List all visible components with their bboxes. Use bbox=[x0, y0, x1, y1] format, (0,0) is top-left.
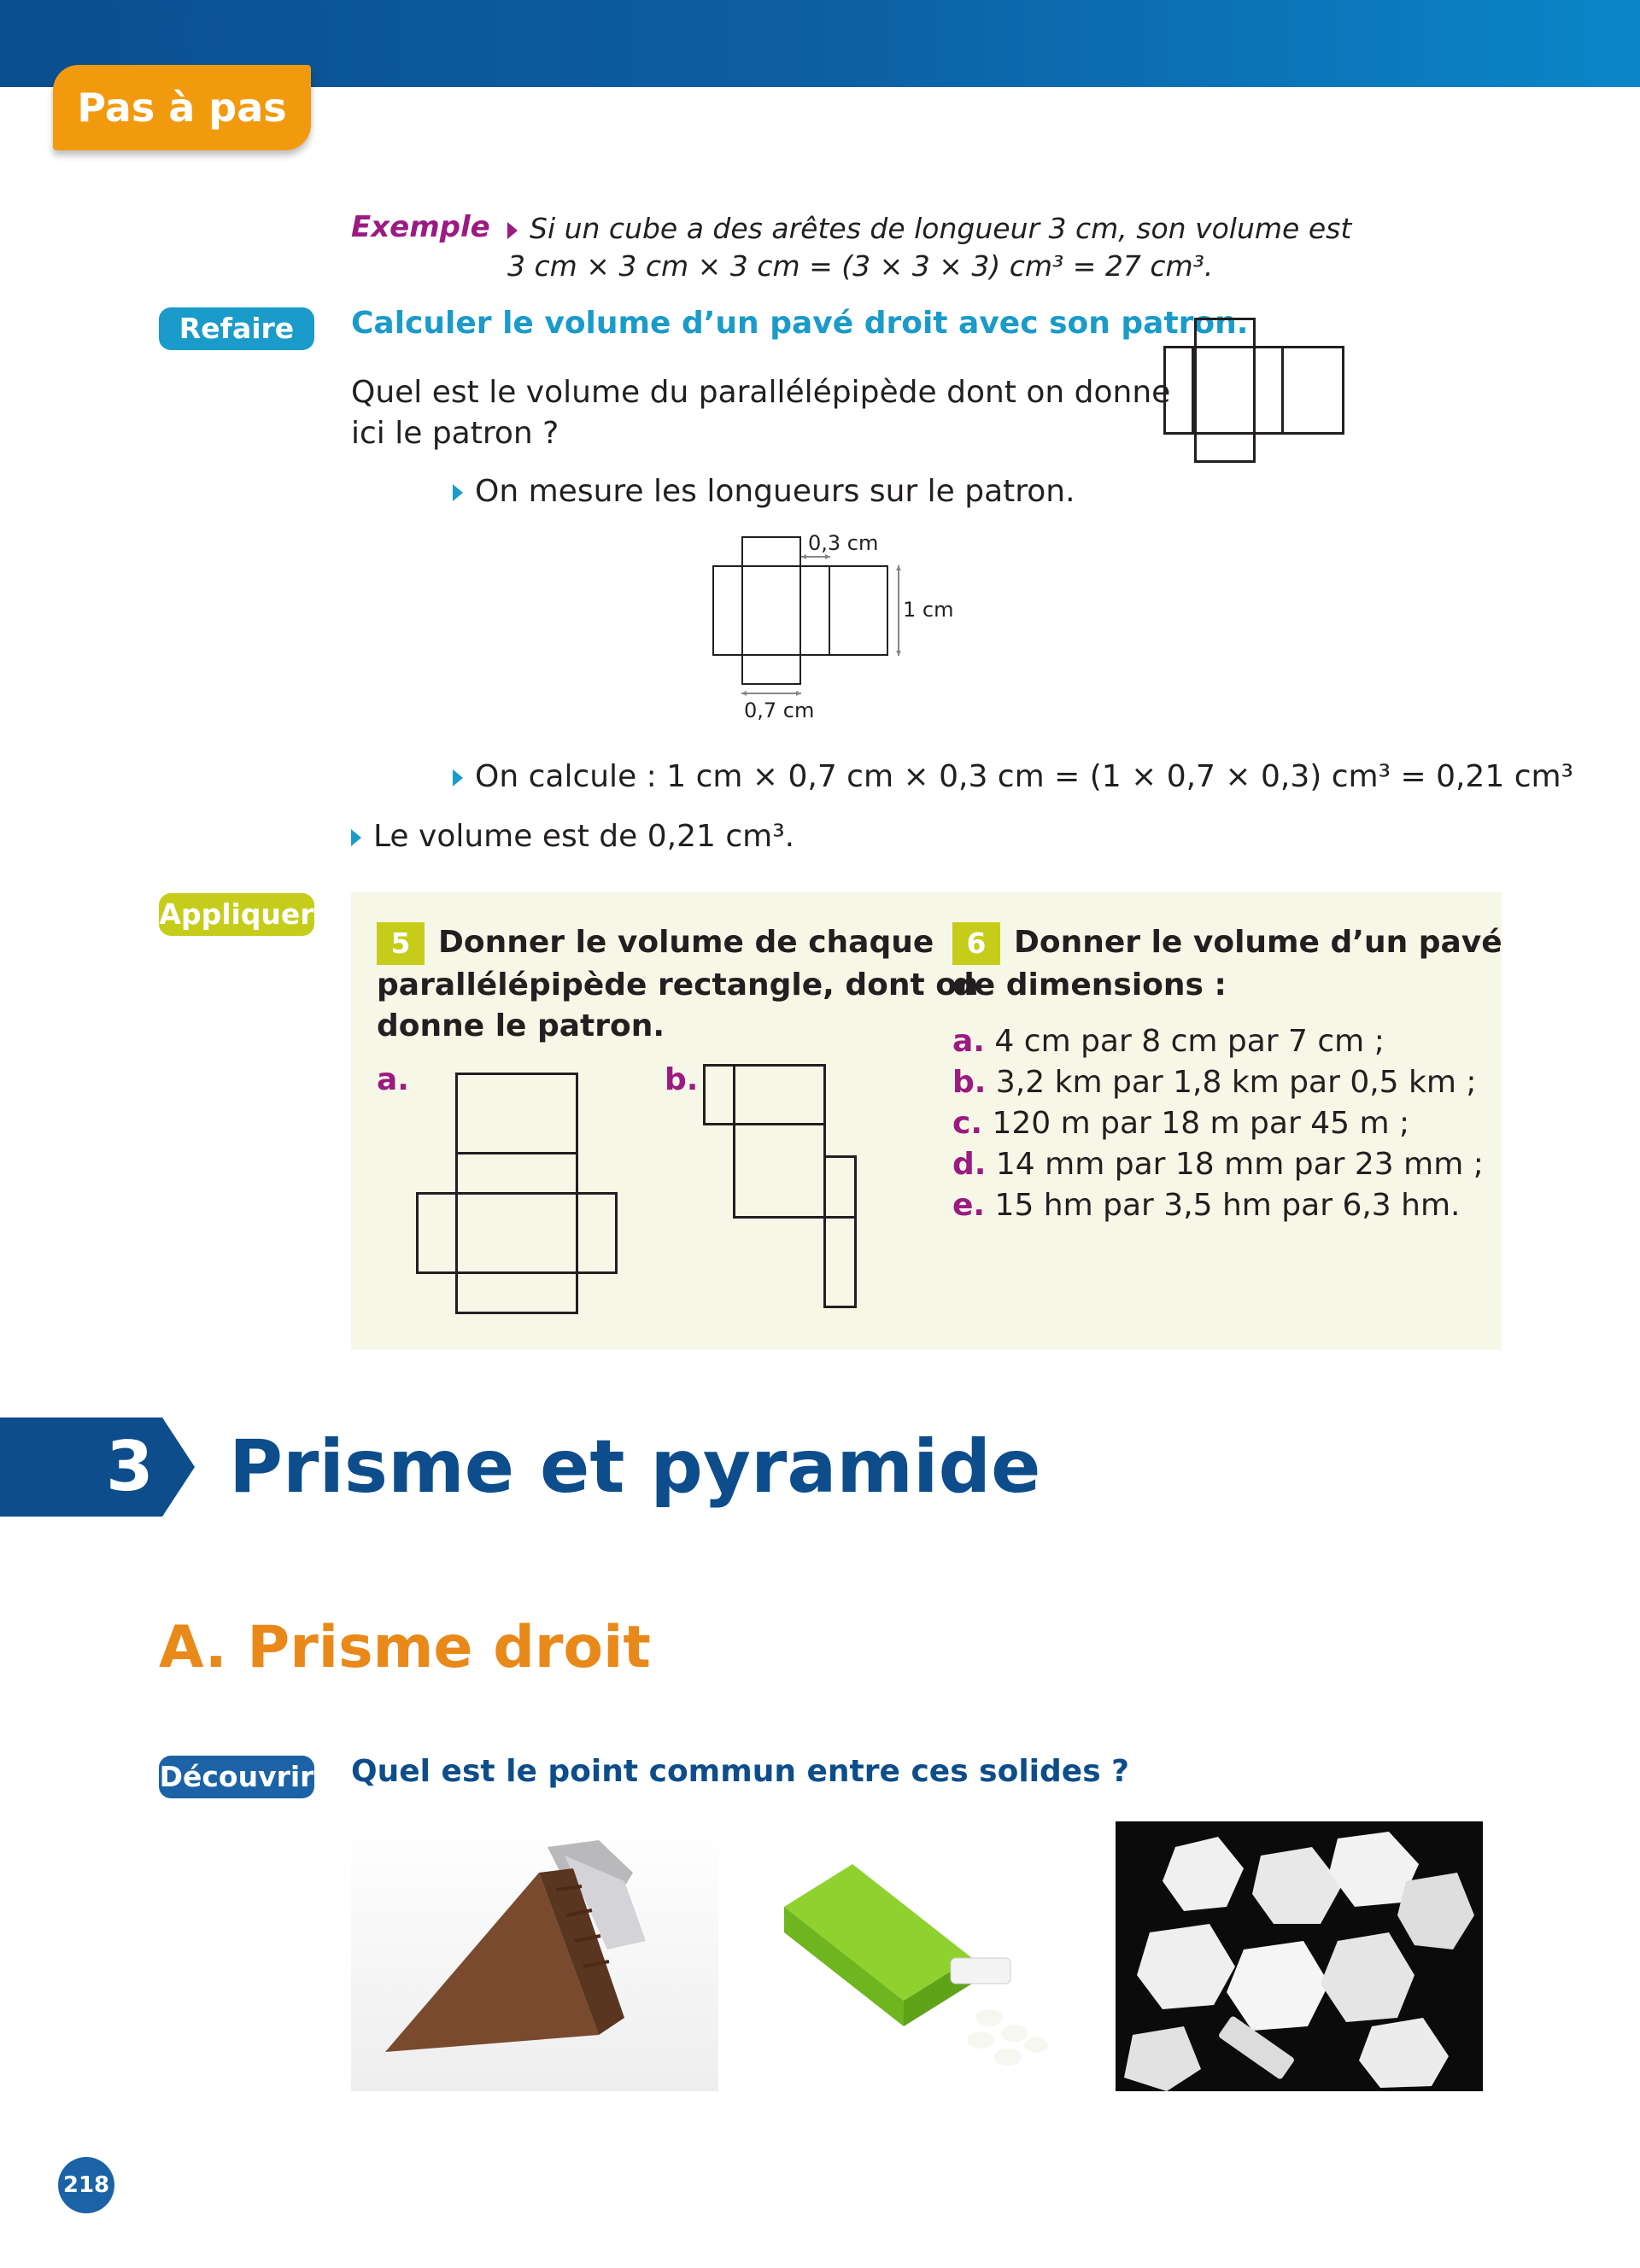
item-letter: c. bbox=[952, 1106, 983, 1141]
net-face bbox=[823, 1216, 857, 1308]
ex6-item bbox=[952, 1185, 1484, 1226]
item-text: 14 mm par 18 mm par 23 mm ; bbox=[995, 1147, 1484, 1182]
ex5-title-3: donne le patron. bbox=[377, 1008, 665, 1043]
step-1-text: On mesure les longueurs sur le patron. bbox=[475, 474, 1075, 509]
net-face bbox=[1281, 346, 1344, 435]
ex6-number: 6 bbox=[952, 922, 1000, 965]
example-line-2: 3 cm × 3 cm × 3 cm = (3 × 3 × 3) cm³ = 27 cm³. bbox=[507, 249, 1214, 283]
ex5-label-b: b. bbox=[665, 1062, 699, 1097]
bullet-icon bbox=[453, 769, 463, 786]
net-face bbox=[1194, 432, 1256, 463]
net-face bbox=[1253, 346, 1284, 435]
item-letter: a. bbox=[952, 1024, 985, 1059]
page-number: 218 bbox=[58, 2157, 114, 2213]
bullet-icon bbox=[453, 484, 463, 501]
ex6-title-2: de dimensions : bbox=[952, 967, 1227, 1002]
refaire-question-1: Quel est le volume du parallélépipède dont on donne bbox=[351, 375, 1171, 410]
section-title: Prisme et pyramide bbox=[229, 1424, 1041, 1510]
mint-box-photo bbox=[758, 1821, 1078, 2091]
net-face bbox=[823, 1155, 857, 1219]
example-text-1: Si un cube a des arêtes de longueur 3 cm, son volume est bbox=[530, 212, 1352, 245]
section-number-arrow bbox=[0, 1418, 198, 1517]
mint-box-image bbox=[758, 1821, 1078, 2091]
net-face bbox=[455, 1271, 578, 1314]
decouvrir-pill: Découvrir bbox=[159, 1756, 314, 1798]
ex6-item bbox=[952, 1103, 1484, 1144]
step-2 bbox=[453, 757, 1573, 798]
item-letter: d. bbox=[952, 1147, 987, 1182]
conclusion bbox=[351, 816, 794, 857]
example-label: Exemple bbox=[351, 210, 490, 244]
net-face bbox=[416, 1192, 458, 1274]
dim-label-top: 0,3 cm bbox=[808, 531, 879, 555]
net-face bbox=[576, 1192, 618, 1274]
appliquer-pill: Appliquer bbox=[159, 893, 314, 936]
item-text: 3,2 km par 1,8 km par 0,5 km ; bbox=[995, 1065, 1477, 1100]
dim-label-right: 1 cm bbox=[903, 598, 954, 622]
conclusion-text: Le volume est de 0,21 cm³. bbox=[373, 819, 795, 854]
net-face bbox=[1194, 346, 1256, 435]
net-face bbox=[455, 1073, 578, 1154]
ex5-title-1 bbox=[377, 922, 934, 965]
ex6-item bbox=[952, 1021, 1484, 1062]
ex6-item bbox=[952, 1144, 1484, 1185]
decouvrir-question: Quel est le point commun entre ces solides ? bbox=[351, 1754, 1130, 1789]
bullet-icon bbox=[351, 829, 361, 846]
net-face bbox=[733, 1123, 826, 1219]
ex5-number: 5 bbox=[377, 922, 425, 965]
section-number: 3 bbox=[106, 1427, 154, 1506]
refaire-pill: Refaire bbox=[159, 307, 314, 350]
ex6-list bbox=[952, 1021, 1484, 1226]
tablets-photo bbox=[1116, 1821, 1483, 2091]
item-text: 4 cm par 8 cm par 7 cm ; bbox=[994, 1024, 1385, 1059]
net-face bbox=[703, 1064, 735, 1125]
net-face bbox=[1194, 318, 1256, 348]
ex6-title-1 bbox=[952, 922, 1502, 965]
dimension-arrows bbox=[700, 529, 974, 717]
chocolate-bar-image bbox=[351, 1821, 718, 2091]
chocolate-prism-photo bbox=[351, 1821, 718, 2091]
dim-label-bottom: 0,7 cm bbox=[744, 699, 815, 722]
item-text: 15 hm par 3,5 hm par 6,3 hm. bbox=[994, 1188, 1461, 1223]
ex5-title-2: parallélépipède rectangle, dont on bbox=[377, 967, 979, 1002]
example-line-1 bbox=[507, 212, 1351, 245]
tablets-image bbox=[1116, 1821, 1483, 2091]
bullet-icon bbox=[507, 222, 518, 239]
item-text: 120 m par 18 m par 45 m ; bbox=[992, 1106, 1410, 1141]
item-letter: e. bbox=[952, 1188, 986, 1223]
pas-a-pas-tab: Pas à pas bbox=[53, 65, 311, 150]
net-face bbox=[455, 1192, 578, 1274]
ex5-title-text: Donner le volume de chaque bbox=[438, 925, 934, 960]
refaire-question-2: ici le patron ? bbox=[351, 416, 559, 451]
ex5-label-a: a. bbox=[377, 1062, 409, 1097]
item-letter: b. bbox=[952, 1065, 987, 1100]
refaire-title: Calculer le volume d’un pavé droit avec son patron. bbox=[351, 306, 1249, 341]
ex6-title-text: Donner le volume d’un pavé bbox=[1014, 925, 1502, 960]
net-face bbox=[733, 1064, 826, 1125]
net-face bbox=[455, 1152, 578, 1195]
ex6-item bbox=[952, 1062, 1484, 1103]
step-1 bbox=[453, 471, 1075, 512]
subsection-title: A. Prisme droit bbox=[159, 1614, 651, 1681]
net-face bbox=[1163, 346, 1194, 435]
step-2-text: On calcule : 1 cm × 0,7 cm × 0,3 cm = (1 × 0,7 × 0,3) cm³ = 0,21 cm³ bbox=[475, 759, 1573, 794]
